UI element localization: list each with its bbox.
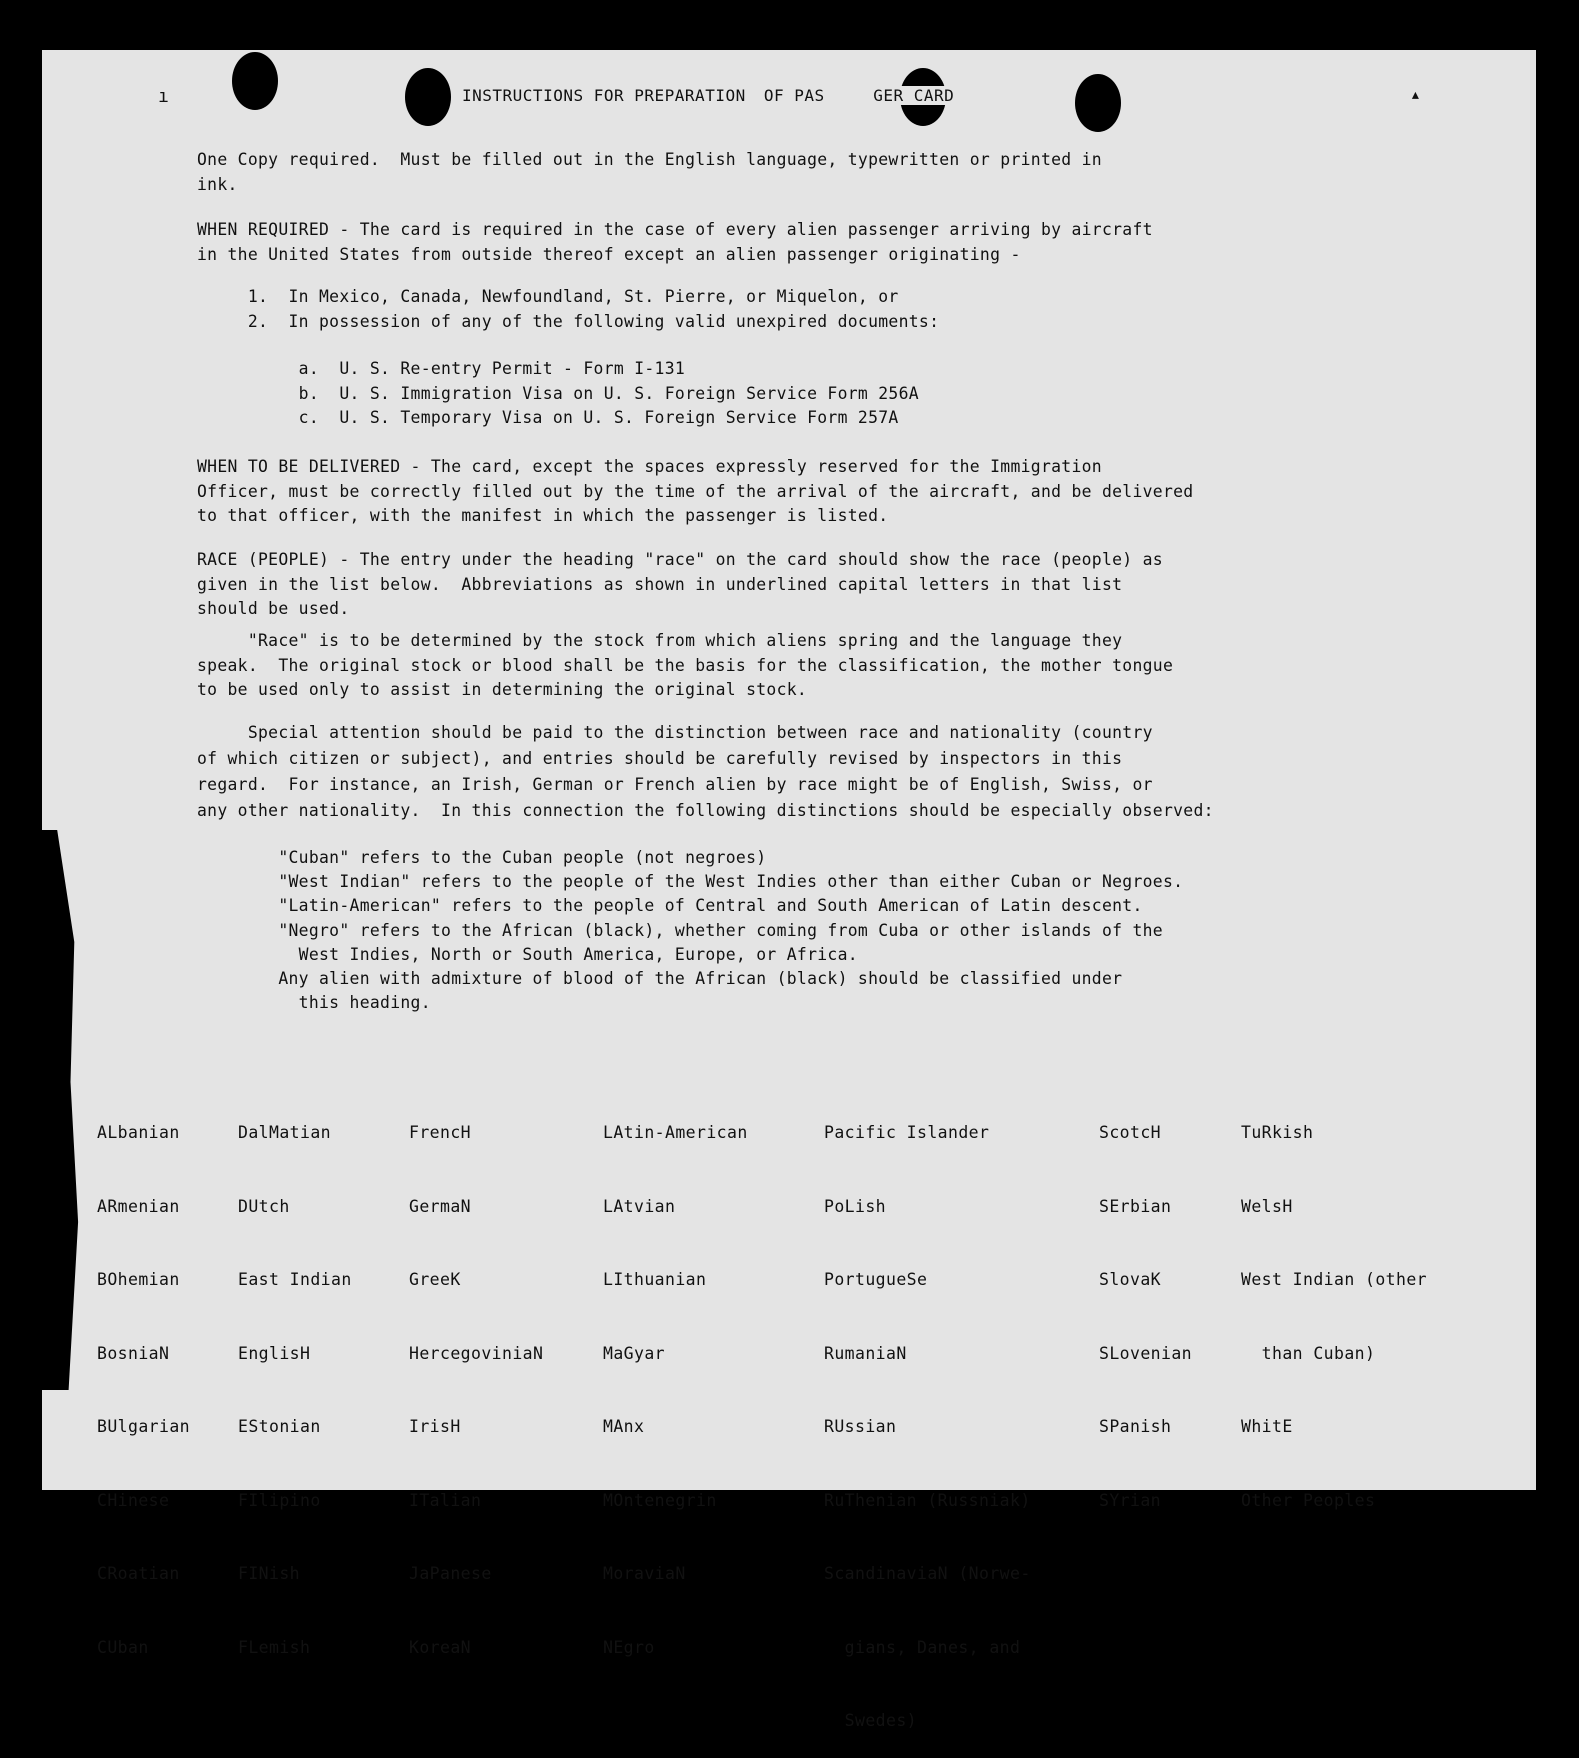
margin-mark: ı: [158, 86, 169, 107]
race-item: PortugueSe: [824, 1270, 928, 1289]
race-item: MoraviaN: [603, 1564, 686, 1583]
race-item: ITalian: [409, 1490, 482, 1510]
race-item: Pacific Islander: [824, 1123, 990, 1142]
special-attention-paragraph: Special attention should be paid to the distinction between race and nationality (country of which citizen or subject), and entries should be carefully revised by inspectors in this regard. For instance, an Irish, German or French alien by race might be of English, Swiss, or any other nationality. In this connection the following distinctions should be especially observed:: [197, 723, 1214, 820]
race-item: CHinese: [97, 1490, 170, 1510]
page-title: INSTRUCTIONS FOR PREPARATION OF PAS GER CARD: [458, 86, 958, 105]
when-delivered-paragraph: WHEN TO BE DELIVERED - The card, except the spaces expressly reserved for the Immigration Officer, must be correctly filled out by the time of the arrival of the aircraft, and be delivered to that officer, with the manifest in which the passenger is listed.: [197, 457, 1194, 525]
race-column-3: [409, 1072, 543, 1685]
race-item: Other Peoples: [1241, 1490, 1376, 1510]
race-item: WelsH: [1241, 1196, 1293, 1216]
race-item: MAnx: [603, 1417, 645, 1436]
race-item: DUtch: [238, 1196, 290, 1216]
race-item: NEgro: [603, 1637, 655, 1657]
punch-hole-1: [232, 52, 278, 110]
race-item: West Indian (other: [1241, 1270, 1428, 1289]
race-item: MOntenegrin: [603, 1490, 717, 1510]
race-item: SErbian: [1099, 1196, 1172, 1216]
race-item: KoreaN: [409, 1637, 472, 1657]
race-item: FrencH: [409, 1123, 472, 1142]
race-item: MaGyar: [603, 1343, 666, 1363]
race-intro-paragraph: RACE (PEOPLE) - The entry under the heading "race" on the card should show the race (people) as given in the list below. Abbreviations as shown in underlined capital letters in that list should be used.: [197, 550, 1163, 618]
race-item: IrisH: [409, 1417, 461, 1436]
race-item: SlovaK: [1099, 1270, 1162, 1289]
race-item: LIthuanian: [603, 1270, 707, 1289]
race-column-7: [1241, 1072, 1427, 1538]
race-item: LAtin-American: [603, 1123, 748, 1142]
race-item: Swedes): [824, 1711, 918, 1730]
race-item: LAtvian: [603, 1196, 676, 1216]
race-item: TuRkish: [1241, 1123, 1314, 1142]
numbered-list: 1. In Mexico, Canada, Newfoundland, St. Pierre, or Miquelon, or 2. In possession of any of the following valid unexpired documents:: [247, 287, 940, 331]
race-item: CUban: [97, 1637, 149, 1657]
race-item: RuThenian (Russniak): [824, 1490, 1031, 1510]
document-list: a. U. S. Re-entry Permit - Form I-131 b. U. S. Immigration Visa on U. S. Foreign Service Form 256A c. U. S. Temporary Visa on U. S. Foreign Service Form 257A: [298, 359, 919, 427]
race-item: CRoatian: [97, 1564, 180, 1583]
margin-mark: ▴: [1410, 84, 1421, 105]
race-item: GreeK: [409, 1270, 461, 1289]
when-required-paragraph: WHEN REQUIRED - The card is required in the case of every alien passenger arriving by aircraft in the United States from outside thereof except an alien passenger originating -: [197, 220, 1153, 264]
race-column-5: [824, 1072, 1031, 1758]
race-column-2: [238, 1072, 352, 1685]
race-item: PoLish: [824, 1196, 887, 1216]
race-item: ScandinaviaN (Norwe-: [824, 1564, 1031, 1583]
race-item: BosniaN: [97, 1343, 170, 1363]
race-item: GermaN: [409, 1196, 472, 1216]
race-item: ScotcH: [1099, 1123, 1162, 1142]
race-item: RUssian: [824, 1417, 897, 1436]
race-item: FINish: [238, 1564, 301, 1583]
race-item: ALbanian: [97, 1123, 180, 1142]
race-item: RumaniaN: [824, 1343, 907, 1363]
race-item: BOhemian: [97, 1270, 180, 1289]
punch-hole-2: [405, 68, 451, 126]
race-item: FLemish: [238, 1637, 311, 1657]
race-definition-paragraph: "Race" is to be determined by the stock from which aliens spring and the language they speak. The original stock or blood shall be the basis for the classification, the mother tongue to be used only to assist in determining the original stock.: [197, 631, 1174, 699]
race-item: BUlgarian: [97, 1417, 191, 1436]
race-column-1: [97, 1072, 190, 1685]
race-item: ARmenian: [97, 1196, 180, 1216]
race-column-4: [603, 1072, 748, 1685]
race-item: JaPanese: [409, 1564, 492, 1583]
race-item: EStonian: [238, 1417, 321, 1436]
race-item: SYrian: [1099, 1490, 1162, 1510]
race-item: DalMatian: [238, 1123, 332, 1142]
race-item: SLovenian: [1099, 1343, 1193, 1363]
race-item: SPanish: [1099, 1417, 1172, 1436]
distinctions-list: "Cuban" refers to the Cuban people (not negroes) "West Indian" refers to the people of the West Indies other than either Cuban or Negroes. "Latin-American" refers to the people of Central and South American of Latin descent. "Negro" refers to the African (black), whether coming from Cuba or other islands of the West Indies, North or South America, Europe, or Africa. Any alien with admixture of blood of the African (black) should be classified under this heading.: [278, 848, 1184, 1013]
punch-hole-4: [1075, 74, 1121, 132]
race-item: EnglisH: [238, 1343, 311, 1363]
race-column-6: [1099, 1072, 1192, 1538]
intro-paragraph: One Copy required. Must be filled out in the English language, typewritten or printed in ink.: [197, 150, 1102, 194]
race-item: than Cuban): [1241, 1343, 1376, 1363]
race-item: HercegoviniaN: [409, 1343, 544, 1363]
race-item: WhitE: [1241, 1417, 1293, 1436]
race-item: East Indian: [238, 1270, 352, 1289]
race-item: gians, Danes, and: [824, 1637, 1021, 1657]
race-item: FIlipino: [238, 1490, 321, 1510]
